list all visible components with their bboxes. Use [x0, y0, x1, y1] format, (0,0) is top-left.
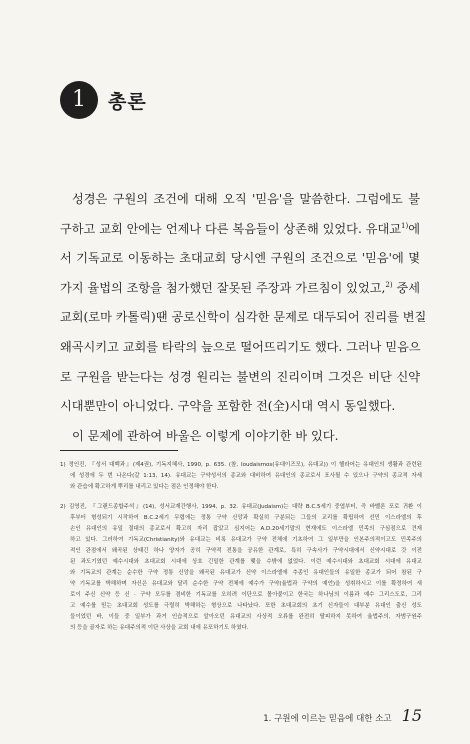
running-footer — [263, 706, 422, 725]
chapter-title: 총론 — [108, 90, 147, 113]
footer-chapter-title: 1. 구원에 이르는 믿음에 대한 소고 — [263, 714, 392, 724]
footnote-line: 1) 정인진, 『성서 대백과』(제4권), 기독지혜사, 1990, p. 635. (참, Ioudaismos(유대이즈모), 유대교)) 이 헬라어는 유대인의 생활과 관련된 — [60, 462, 422, 468]
footnote-line: 의 등을 골자로 하는 유대주의적 이단 사상을 교회 내에 유포하기도 하였다. — [70, 625, 249, 631]
footnote-line: 고 예수를 믿는 초대교회 성도를 극렬히 박해하는 형상으로 나타났다. 또한 초대교회의 초기 신자들이 대부분 유대인 출신 성도 — [70, 603, 422, 609]
body-line: 왜곡시키고 교회를 타락의 늪으로 떨어뜨리기도 했다. 그러나 믿음으 — [60, 339, 421, 354]
body-line: 이 문제에 관하여 바울은 이렇게 이야기한 바 있다. — [72, 428, 339, 443]
footnote-line: 후부터 형성되기 시작하여 B.C.2세기 무렵에는 정통 구약 신앙과 확실히 구분되는 그들의 교리를 확립하여 선민 이스라엘의 후 — [70, 515, 422, 521]
body-line: 시대뿐만이 아니었다. 구약을 포함한 전(全)시대 역시 동일했다. — [60, 399, 396, 414]
body-line: 구하고 교회 안에는 언제나 다른 복음들이 상존해 있었다. 유대교$^{1)}$에 — [60, 221, 420, 236]
body-line: 로 구원을 받는다는 성경 원리는 불변의 진리이며 그것은 비단 신약 — [60, 369, 420, 384]
body-line: 교회(로마 카톨릭)땐 공로신학이 심각한 문제로 대두되어 진리를 변질 — [60, 310, 427, 325]
footnote-line: 에 성경에 두 번 나온다(갈 1:13, 14). 유대교는 구약성서의 종교와 대비하여 유대인의 종교로서 포사될 수 있으나 구약의 종교적 자세 — [70, 473, 422, 479]
chapter-heading — [60, 80, 147, 120]
footnote-line: 2) 김영진, 『그랜드종합주석』(14), 성서교재간행사, 1994, p. 32. 유대교(Judaism)는 대략 B.C.5세기 중엽부터, 즉 바벨론 포로 귀환 이 — [60, 504, 422, 510]
footnote-ref: 1) — [401, 221, 409, 230]
page-number: 15 — [401, 706, 422, 725]
footnote-line: 와 기독교의 관계는 순수한 구약 정통 신앙을 왜곡된 유대교가 신약 이스라엘에 추종인 유대인들의 유일한 종교가 되어 참된 구 — [70, 570, 422, 576]
footnote-line: 적인 관점에서 왜곡된 상태긴 하나 양자가 공히 구약적 전통을 공유한 관계로, 특히 구속사가 구약시대에서 신약시대로 갓 이전 — [70, 548, 422, 554]
chapter-number-badge: 1 — [60, 81, 98, 119]
body-text — [60, 185, 427, 451]
footnote-line: 된 과도기였던 예수시대와 초대교회 시대에 상호 긴밀한 관계를 맺을 수밖에 없었다. 이런 예수시대와 초대교회 시대에 유대교 — [70, 559, 422, 565]
body-line: 가지 율법의 조항을 첨가했던 잘못된 주장과 가르침이 있었고,$^{2)}$ 중세 — [60, 280, 420, 295]
body-line: 성경은 구원의 조건에 대해 오직 '믿음'을 말씀한다. 그럼에도 불 — [72, 192, 420, 206]
footnote-line: 들이었던 바, 이들 중 일부가 과거 인습적으로 알아오던 유대교의 사상적 오류를 완전히 탈피하지 못하여 율법주의, 자범구원주 — [70, 614, 422, 620]
footnote-line: 와 관습에 확고하게 뿌리를 내리고 있다는 점은 인정해야 한다. — [70, 484, 219, 490]
footnotes — [60, 460, 422, 634]
footnote-line: 하고 있다. 그러하여 기독교(Christianity)와 유대교는 비록 유대교가 구약 전체에 기초하여 그 일부만을 인본주의적이고도 민족주의 — [70, 537, 422, 543]
body-line: 서 기독교로 이동하는 초대교회 당시엔 구원의 조건으로 '믿음'에 몇 — [60, 251, 420, 266]
footnote-line: 로이 주신 신약 등 신 · 구약 모두를 겸비한 기독교를 오히려 이단으로 몰아붙이고 한국는 하나님의 이름과 예수 그리스도로, 그리 — [70, 592, 422, 598]
footnote-ref: 2) — [385, 280, 393, 289]
footnote-line: 손인 유대인의 유일 절대의 종교로서 확고히 자리 잡았고 심지어는 A.D.20세기말의 현재에도 이스라엘 민족의 구심점으로 견재 — [70, 526, 422, 532]
footnote-line: 약 기독교를 박해하며 자신은 유대교와 달리 순수한 구약 전체에 예수가 구약(율법과 구약의 예언)을 성취하시고 이를 확정하여 새 — [70, 581, 422, 587]
footnote-divider — [60, 450, 178, 451]
